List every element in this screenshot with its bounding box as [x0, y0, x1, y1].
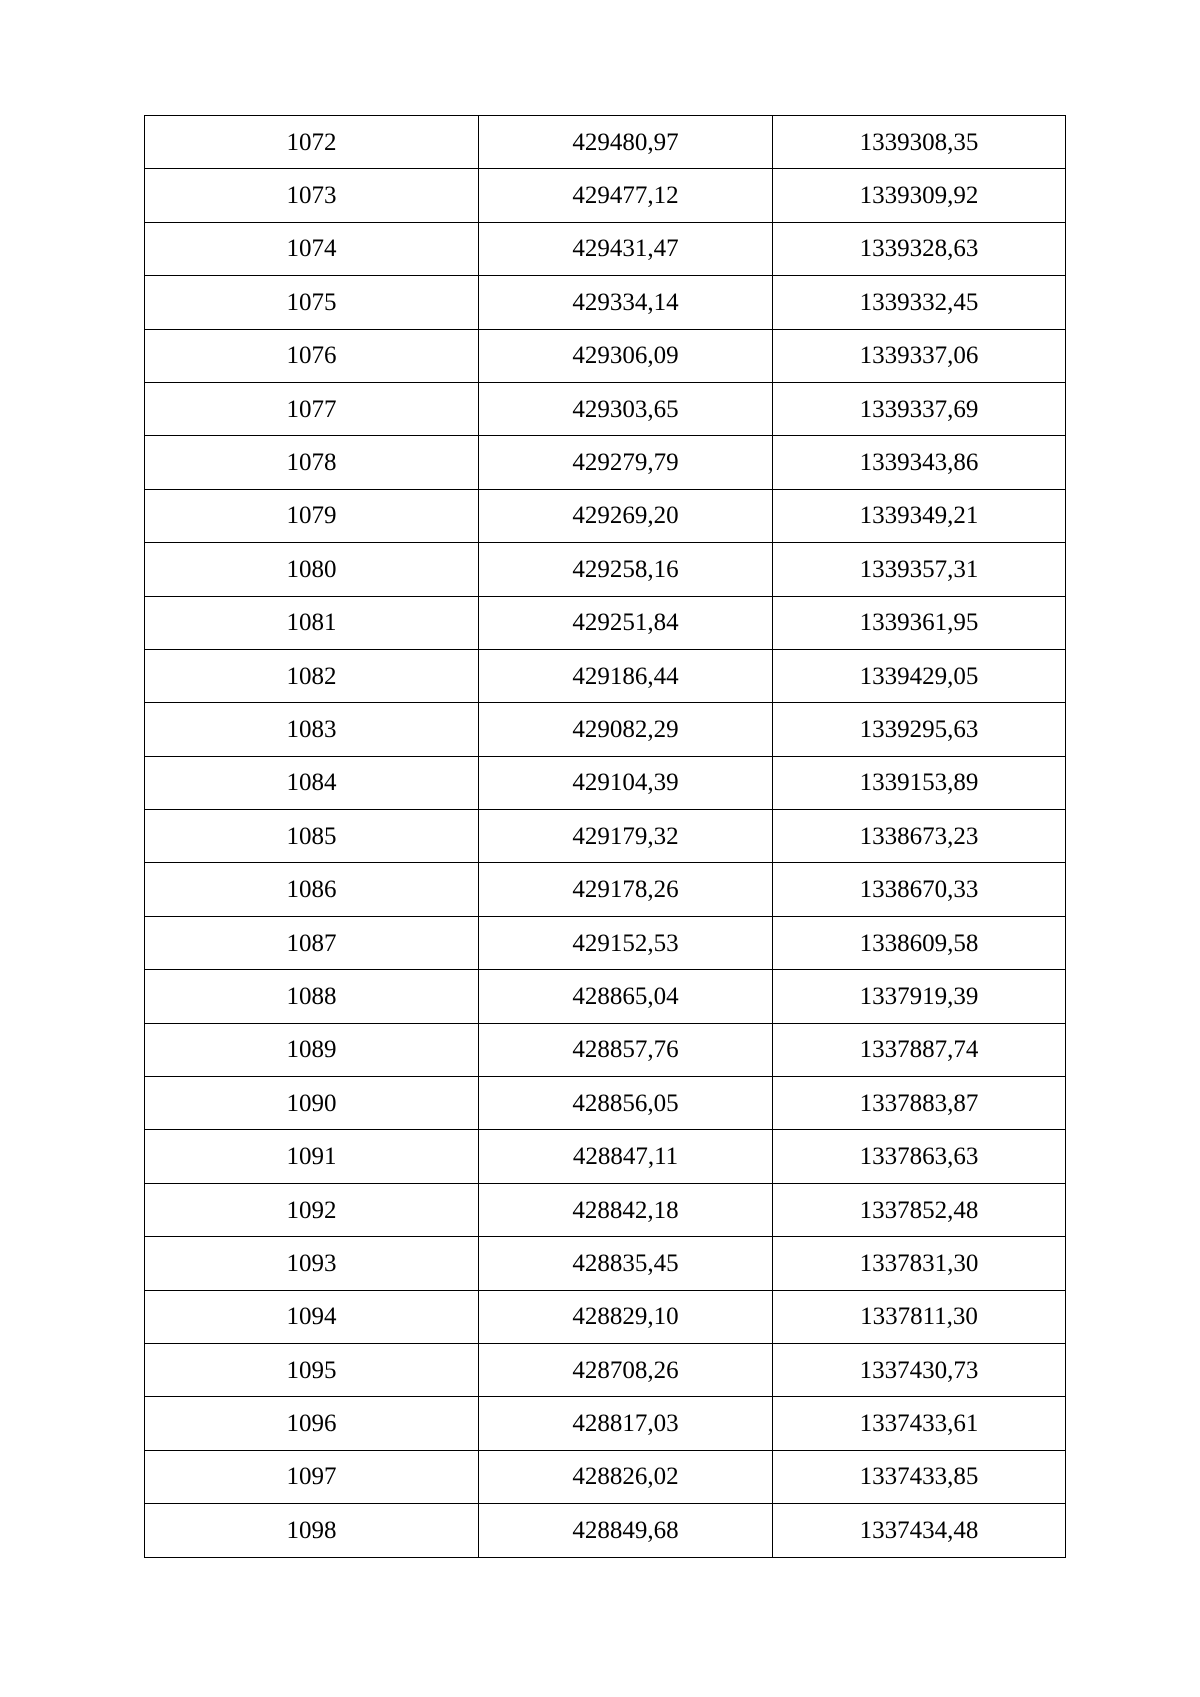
point-number-cell: 1096	[145, 1397, 479, 1450]
point-number-cell: 1073	[145, 169, 479, 222]
point-number-cell: 1086	[145, 863, 479, 916]
x-coordinate-cell: 428857,76	[479, 1023, 773, 1076]
y-coordinate-cell: 1338673,23	[773, 810, 1066, 863]
x-coordinate-cell: 429477,12	[479, 169, 773, 222]
table-row	[145, 810, 1066, 863]
x-coordinate-cell: 428829,10	[479, 1290, 773, 1343]
table-row	[145, 329, 1066, 382]
x-coordinate-cell: 429082,29	[479, 703, 773, 756]
table-row	[145, 756, 1066, 809]
x-coordinate-cell: 429431,47	[479, 222, 773, 275]
y-coordinate-cell: 1337434,48	[773, 1504, 1066, 1557]
table-row	[145, 116, 1066, 169]
point-number-cell: 1080	[145, 543, 479, 596]
y-coordinate-cell: 1338670,33	[773, 863, 1066, 916]
x-coordinate-cell: 429480,97	[479, 116, 773, 169]
y-coordinate-cell: 1338609,58	[773, 916, 1066, 969]
y-coordinate-cell: 1339337,06	[773, 329, 1066, 382]
table-row	[145, 1183, 1066, 1236]
table-row	[145, 970, 1066, 1023]
point-number-cell: 1082	[145, 649, 479, 702]
x-coordinate-cell: 429186,44	[479, 649, 773, 702]
point-number-cell: 1092	[145, 1183, 479, 1236]
x-coordinate-cell: 428835,45	[479, 1237, 773, 1290]
x-coordinate-cell: 428849,68	[479, 1504, 773, 1557]
table-row	[145, 1343, 1066, 1396]
point-number-cell: 1088	[145, 970, 479, 1023]
point-number-cell: 1093	[145, 1237, 479, 1290]
point-number-cell: 1078	[145, 436, 479, 489]
table-row	[145, 1504, 1066, 1557]
y-coordinate-cell: 1339361,95	[773, 596, 1066, 649]
table-row	[145, 489, 1066, 542]
y-coordinate-cell: 1337919,39	[773, 970, 1066, 1023]
point-number-cell: 1085	[145, 810, 479, 863]
y-coordinate-cell: 1337863,63	[773, 1130, 1066, 1183]
y-coordinate-cell: 1337852,48	[773, 1183, 1066, 1236]
x-coordinate-cell: 428842,18	[479, 1183, 773, 1236]
y-coordinate-cell: 1339357,31	[773, 543, 1066, 596]
y-coordinate-cell: 1337433,85	[773, 1450, 1066, 1503]
point-number-cell: 1079	[145, 489, 479, 542]
x-coordinate-cell: 429152,53	[479, 916, 773, 969]
table-row	[145, 169, 1066, 222]
y-coordinate-cell: 1339153,89	[773, 756, 1066, 809]
x-coordinate-cell: 429334,14	[479, 276, 773, 329]
point-number-cell: 1090	[145, 1077, 479, 1130]
point-number-cell: 1074	[145, 222, 479, 275]
y-coordinate-cell: 1337883,87	[773, 1077, 1066, 1130]
point-number-cell: 1089	[145, 1023, 479, 1076]
y-coordinate-cell: 1337831,30	[773, 1237, 1066, 1290]
y-coordinate-cell: 1339332,45	[773, 276, 1066, 329]
table-row	[145, 1290, 1066, 1343]
y-coordinate-cell: 1339349,21	[773, 489, 1066, 542]
table-row	[145, 916, 1066, 969]
y-coordinate-cell: 1337433,61	[773, 1397, 1066, 1450]
x-coordinate-cell: 429251,84	[479, 596, 773, 649]
point-number-cell: 1077	[145, 382, 479, 435]
table-row	[145, 596, 1066, 649]
x-coordinate-cell: 429303,65	[479, 382, 773, 435]
table-row	[145, 863, 1066, 916]
coordinates-table	[144, 115, 1066, 1558]
table-row	[145, 543, 1066, 596]
point-number-cell: 1084	[145, 756, 479, 809]
table-row	[145, 1237, 1066, 1290]
y-coordinate-cell: 1339309,92	[773, 169, 1066, 222]
x-coordinate-cell: 428826,02	[479, 1450, 773, 1503]
y-coordinate-cell: 1337811,30	[773, 1290, 1066, 1343]
point-number-cell: 1091	[145, 1130, 479, 1183]
x-coordinate-cell: 429269,20	[479, 489, 773, 542]
y-coordinate-cell: 1339308,35	[773, 116, 1066, 169]
table-row	[145, 276, 1066, 329]
y-coordinate-cell: 1339328,63	[773, 222, 1066, 275]
table-row	[145, 703, 1066, 756]
x-coordinate-cell: 428817,03	[479, 1397, 773, 1450]
point-number-cell: 1098	[145, 1504, 479, 1557]
y-coordinate-cell: 1337430,73	[773, 1343, 1066, 1396]
point-number-cell: 1097	[145, 1450, 479, 1503]
point-number-cell: 1095	[145, 1343, 479, 1396]
point-number-cell: 1076	[145, 329, 479, 382]
table-row	[145, 1077, 1066, 1130]
point-number-cell: 1075	[145, 276, 479, 329]
table-row	[145, 1130, 1066, 1183]
point-number-cell: 1081	[145, 596, 479, 649]
x-coordinate-cell: 428856,05	[479, 1077, 773, 1130]
x-coordinate-cell: 429306,09	[479, 329, 773, 382]
y-coordinate-cell: 1339343,86	[773, 436, 1066, 489]
x-coordinate-cell: 428708,26	[479, 1343, 773, 1396]
x-coordinate-cell: 429178,26	[479, 863, 773, 916]
y-coordinate-cell: 1339295,63	[773, 703, 1066, 756]
table-row	[145, 1450, 1066, 1503]
point-number-cell: 1094	[145, 1290, 479, 1343]
point-number-cell: 1087	[145, 916, 479, 969]
table-row	[145, 382, 1066, 435]
table-row	[145, 222, 1066, 275]
x-coordinate-cell: 429258,16	[479, 543, 773, 596]
x-coordinate-cell: 428865,04	[479, 970, 773, 1023]
y-coordinate-cell: 1339337,69	[773, 382, 1066, 435]
table-row	[145, 436, 1066, 489]
table-row	[145, 1023, 1066, 1076]
x-coordinate-cell: 428847,11	[479, 1130, 773, 1183]
table-row	[145, 649, 1066, 702]
x-coordinate-cell: 429179,32	[479, 810, 773, 863]
x-coordinate-cell: 429104,39	[479, 756, 773, 809]
table-row	[145, 1397, 1066, 1450]
y-coordinate-cell: 1339429,05	[773, 649, 1066, 702]
y-coordinate-cell: 1337887,74	[773, 1023, 1066, 1076]
coordinates-table-body	[145, 116, 1066, 1558]
point-number-cell: 1072	[145, 116, 479, 169]
x-coordinate-cell: 429279,79	[479, 436, 773, 489]
point-number-cell: 1083	[145, 703, 479, 756]
